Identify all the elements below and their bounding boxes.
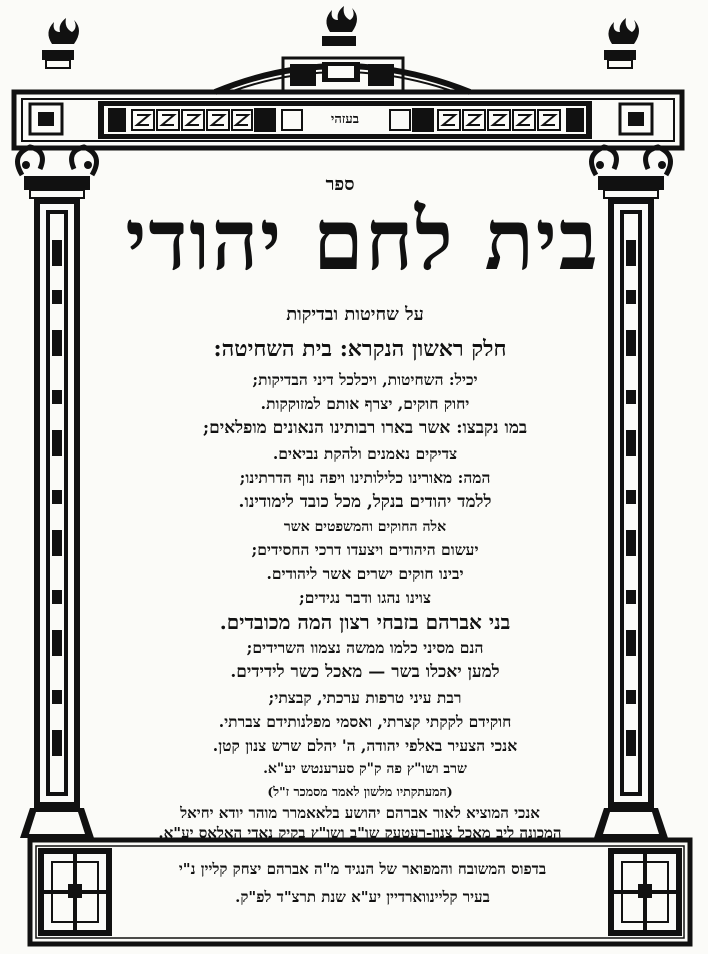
note-line: (המעתקתיו מלשון לאמר מסמכר ז"ל)	[267, 784, 453, 799]
body-line: למען יאכלו בשר — מאכל כשר לידידים.	[230, 662, 500, 682]
body-line: צוינו נהגו ודבר נגידים;	[298, 588, 432, 607]
page-title: בית לחם יהודי	[125, 190, 600, 289]
body-line: צדיקים נאמנים ולהקת נביאים.	[272, 444, 458, 463]
printing-line: בעיר קליינווארדיין יע"א שנת תרצ"ד לפ"ק.	[235, 888, 490, 906]
publisher-line: אנכי המוציא לאור אברהם יהושע בלאאמרר מוהר יודא יחיאל	[180, 804, 540, 822]
body-line: יחוק חוקים, יצרף אותם למזוקקות.	[260, 394, 470, 413]
title-sefer: ספר	[325, 174, 355, 195]
banner-label: בעזהי	[330, 112, 360, 127]
left-column	[18, 147, 97, 838]
body-line: במו נקבצו: אשר בארו רבותינו הנאונים מופלאים;	[202, 418, 528, 438]
flame-icon	[604, 18, 639, 68]
body-line: חוקידם לקקתי קצרתי, ואסמי מפלנותידם צברתי.	[218, 712, 512, 731]
body-line: ללמד יהודים בנקל, מכל כובד לימודינו.	[238, 492, 492, 512]
subtitle: על שחיטות ובדיקות	[286, 304, 424, 325]
body-line: יבינו חוקים ישרים אשר ליהודים.	[266, 564, 464, 583]
body-line: יעשום היהודים ויצעדו דרכי החסידים;	[251, 540, 479, 559]
body-line: אנכי הצעיר באלפי יהודה, ה' יהלם שרש צנון קטן.	[212, 736, 518, 755]
body-line: בני אברהם בזבחי רצון המה מכובדים.	[219, 610, 511, 634]
body-line: רבת עיני טרפות ערכתי, קבצתי;	[268, 688, 462, 707]
flame-icon	[42, 18, 79, 68]
part-one-heading: חלק ראשון הנקרא: בית השחיטה:	[213, 336, 507, 362]
flame-icon	[322, 6, 357, 46]
body-line: שרב ושו"ץ פה ק"ק סערענטש יע"א.	[263, 761, 467, 777]
body-line: יכיל: השחיטות, ויכלכל דיני הבדיקות;	[252, 370, 478, 389]
publisher-line: המכונה ליב מאכל צנון-רעטעק שו"ב ושו"ץ בקיק נאדי האלאס יע"א.	[158, 824, 562, 842]
top-arch	[215, 58, 470, 92]
body-line: אלה החוקים והמשפטים אשר	[283, 519, 447, 535]
body-line: המה: מאורינו כלילותינו ויפה נוף הדרתינו;	[239, 468, 491, 487]
printing-line: בדפוס המשובח והמפואר של הנגיד מ"ה אברהם יצחק קליין נ"י	[178, 860, 547, 878]
body-line: הנם מסיני כלמו ממשה נצמוו השרידים;	[246, 638, 484, 657]
